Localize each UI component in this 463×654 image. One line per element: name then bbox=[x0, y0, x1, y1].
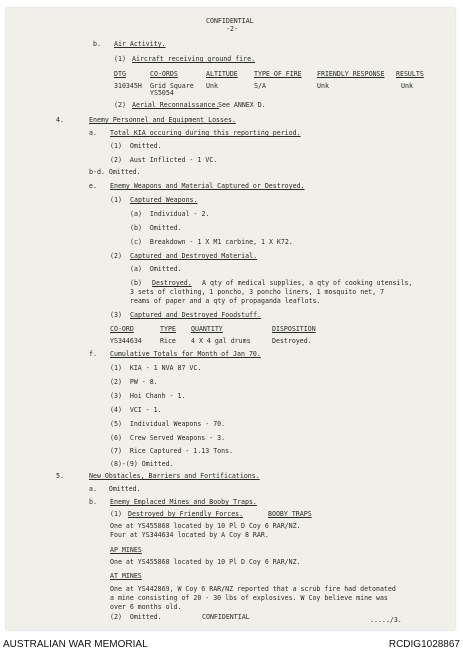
table-cell: YS5054 bbox=[150, 89, 174, 97]
sub-heading: AP MINES bbox=[110, 546, 142, 554]
list-item: (3) Hoi Chanh - 1. bbox=[110, 392, 186, 400]
para-label: f. bbox=[89, 350, 97, 358]
list-item: (5) Individual Weapons - 70. bbox=[110, 420, 226, 428]
section-number: 5. bbox=[56, 472, 64, 480]
sub-title: Cumulative Totals for Month of Jan 70. bbox=[110, 350, 261, 358]
list-item: (a) Individual - 2. bbox=[130, 210, 210, 218]
sub-title: Captured and Destroyed Foodstuff. bbox=[130, 311, 262, 319]
body-text: a mine consisting of 20 - 30 lbs of explosives. W Coy believe mine was bbox=[110, 594, 388, 602]
list-item: (1) Omitted. bbox=[110, 142, 162, 150]
list-item: (2) Aust Inflicted - 1 VC. bbox=[110, 156, 218, 164]
list-item: (2) PW - 8. bbox=[110, 378, 158, 386]
table-header: DTG bbox=[114, 70, 126, 78]
table-cell: Unk bbox=[206, 82, 218, 90]
section-title: Air Activity. bbox=[114, 40, 166, 48]
list-item: (b) Omitted. bbox=[130, 224, 182, 232]
item-number: (1) bbox=[114, 55, 126, 63]
table-cell: Unk bbox=[401, 82, 413, 90]
item-number: (1) bbox=[110, 510, 122, 518]
sub-title: Total KIA occuring during this reporting period. bbox=[110, 129, 301, 137]
body-text: See ANNEX D. bbox=[218, 101, 266, 109]
body-text: A qty of medical supplies, a qty of cooking utensils, bbox=[202, 279, 413, 287]
sub-title: Aerial Reconnaissance. bbox=[132, 101, 220, 109]
item-number: (3) bbox=[110, 311, 122, 319]
para-label: b. bbox=[93, 40, 101, 48]
table-header: CO-ORDS bbox=[150, 70, 178, 78]
list-item: (2) Omitted. bbox=[110, 613, 162, 621]
table-cell: YS344634 bbox=[110, 337, 142, 345]
section-title: Enemy Personnel and Equipment Losses. bbox=[89, 116, 236, 124]
table-cell: 310345H bbox=[114, 82, 142, 90]
body-text: One at YS455868 located by 10 Pl D Coy 6 RAR/NZ. bbox=[110, 522, 301, 530]
body-text: One at YS442869, W Coy 6 RAR/NZ reported that a scrub fire had detonated bbox=[110, 585, 396, 593]
archive-footer bbox=[0, 636, 463, 654]
item-number: (2) bbox=[114, 101, 126, 109]
sub-title: Captured and Destroyed Material. bbox=[130, 252, 258, 260]
list-item: (4) VCI - 1. bbox=[110, 406, 162, 414]
table-header: FRIENDLY RESPONSE bbox=[317, 70, 385, 78]
table-header: DISPOSITION bbox=[272, 325, 316, 333]
table-header: CO-ORD bbox=[110, 325, 134, 333]
table-header: TYPE bbox=[160, 325, 176, 333]
body-text: Four at YS344634 located by A Coy 8 RAR. bbox=[110, 531, 269, 539]
table-cell: Unk bbox=[317, 82, 329, 90]
sub-title: Captured Weapons. bbox=[130, 196, 198, 204]
list-item: (7) Rice Captured - 1.13 Tons. bbox=[110, 447, 234, 455]
table-cell: Grid Square bbox=[150, 82, 194, 90]
page-number: -2- bbox=[226, 25, 238, 33]
list-item: (c) Breakdown - 1 X M1 carbine, 1 X K72. bbox=[130, 238, 293, 246]
classification-footer: CONFIDENTIAL bbox=[202, 613, 250, 621]
table-cell: Rice bbox=[160, 337, 176, 345]
list-item: b-d. Omitted. bbox=[89, 168, 141, 176]
list-item: (6) Crew Served Weapons - 3. bbox=[110, 434, 226, 442]
archive-name: AUSTRALIAN WAR MEMORIAL bbox=[3, 639, 148, 650]
para-label: b. bbox=[89, 498, 97, 506]
sub-title: Enemy Emplaced Mines and Booby Traps. bbox=[110, 498, 257, 506]
body-text: One at YS455868 located by 10 Pl D Coy 6 RAR/NZ. bbox=[110, 558, 301, 566]
body-text: 3 sets of clothing, 1 poncho, 3 poncho liners, 1 mosquito net, 7 bbox=[130, 288, 385, 296]
para-label: a. bbox=[89, 129, 97, 137]
table-header: ALTITUDE bbox=[206, 70, 238, 78]
sub-title: Enemy Weapons and Material Captured or Destroyed. bbox=[110, 182, 305, 190]
list-item: (a) Omitted. bbox=[130, 265, 182, 273]
table-cell: Destroyed. bbox=[272, 337, 312, 345]
body-text: over 6 months old. bbox=[110, 603, 182, 611]
archive-reference: RCDIG1028867 bbox=[388, 639, 460, 650]
sub-heading: AT MINES bbox=[110, 572, 142, 580]
next-page-marker: ...../3. bbox=[370, 616, 402, 624]
table-header: QUANTITY bbox=[191, 325, 223, 333]
section-title: New Obstacles, Barriers and Fortifications. bbox=[89, 472, 260, 480]
item-number: (1) bbox=[110, 196, 122, 204]
sub-title: Destroyed. bbox=[152, 279, 192, 287]
item-number: (2) bbox=[110, 252, 122, 260]
classification-header: CONFIDENTIAL bbox=[206, 17, 254, 25]
para-label: e. bbox=[89, 182, 97, 190]
table-cell: 4 X 4 gal drums bbox=[191, 337, 251, 345]
item-number: (b) bbox=[130, 279, 142, 287]
section-number: 4. bbox=[56, 116, 64, 124]
table-header: TYPE OF FIRE bbox=[254, 70, 302, 78]
table-header: RESULTS bbox=[396, 70, 424, 78]
table-cell: S/A bbox=[254, 82, 266, 90]
list-item: (8)-(9) Omitted. bbox=[110, 460, 174, 468]
list-item: a. Omitted. bbox=[89, 485, 141, 493]
sub-title: Destroyed by Friendly Forces. bbox=[128, 510, 244, 518]
sub-heading: BOOBY TRAPS bbox=[268, 510, 312, 518]
body-text: reams of paper and a qty of propaganda leaflots. bbox=[130, 297, 321, 305]
list-item: (1) KIA - 1 NVA 87 VC. bbox=[110, 364, 202, 372]
sub-title: Aircraft receiving ground fire. bbox=[132, 55, 256, 63]
